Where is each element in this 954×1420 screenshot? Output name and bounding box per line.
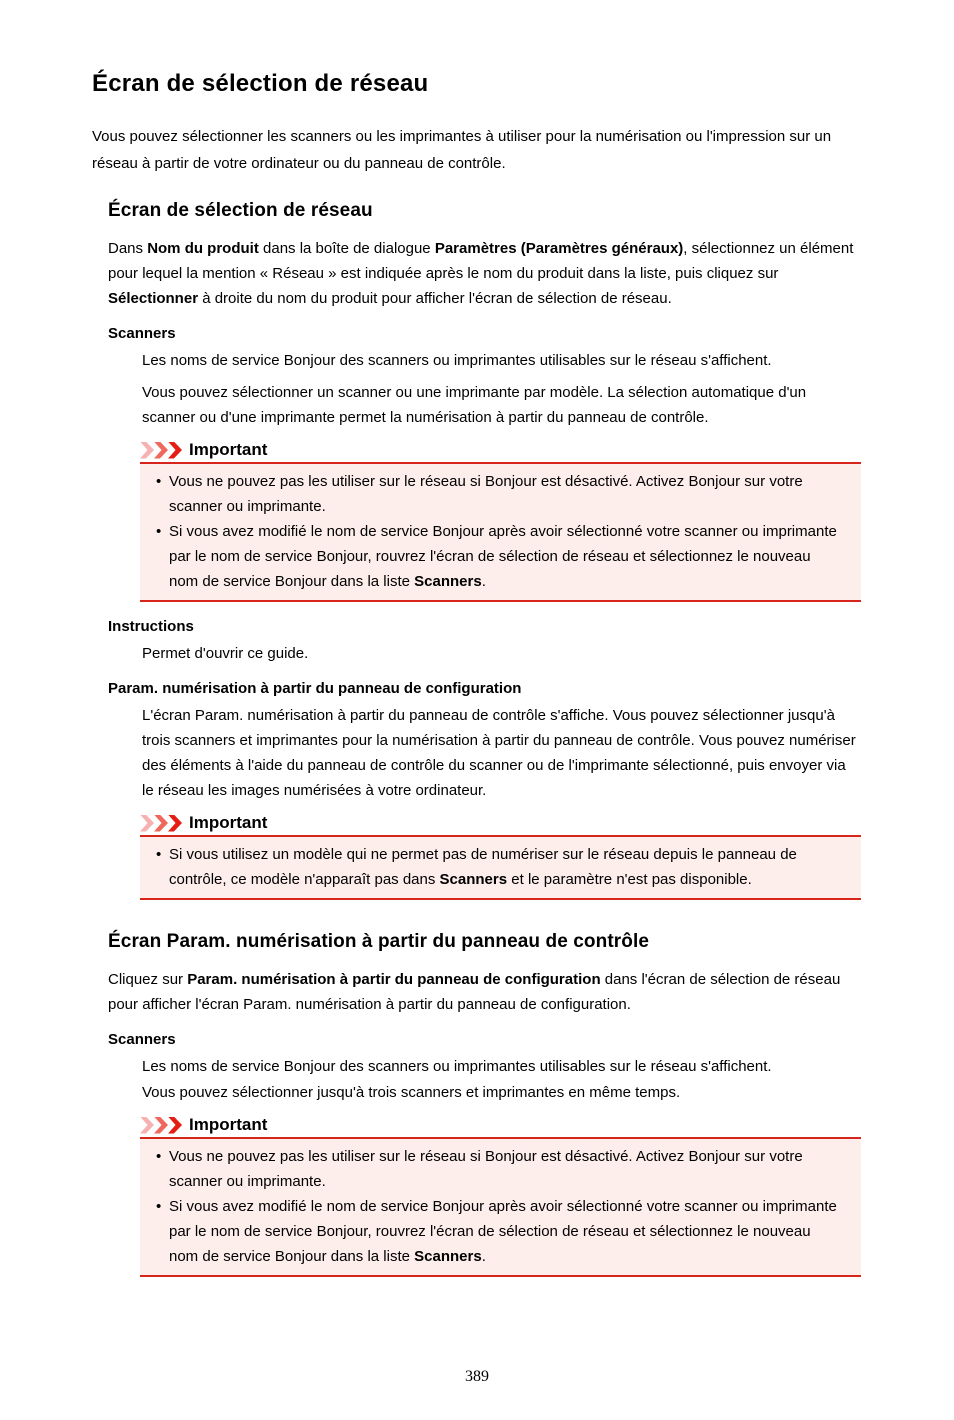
text-segment: Si vous utilisez un modèle qui ne permet pas de numériser sur le réseau depuis le panneau de contrôle, ce modèle n'apparaît pas dans — [169, 846, 797, 888]
chevron-right-icon — [168, 1117, 182, 1134]
note-bullet — [154, 1144, 842, 1194]
scanners-label: Scanners — [108, 325, 176, 342]
page-title: Écran de sélection de réseau — [92, 70, 429, 97]
text-segment: . — [481, 1248, 486, 1265]
scanners-label: Scanners — [108, 1031, 176, 1048]
select-button-bold: Sélectionner — [108, 290, 199, 307]
text-segment: Dans — [108, 240, 148, 257]
important-bullet-list — [154, 469, 847, 594]
scanners-description-2: Vous pouvez sélectionner jusqu'à trois scanners et imprimantes en même temps. — [142, 1084, 681, 1101]
important-header — [140, 811, 861, 835]
note-bullet — [154, 469, 842, 519]
important-chevrons-icon — [140, 1117, 182, 1134]
important-body — [140, 1137, 861, 1277]
text-segment: Si vous avez modifié le nom de service Bonjour après avoir sélectionné votre scanner ou imprimante par le nom de service Bonjour, rouvrez l'écran de sélection de réseau et sélectionnez le nouveau nom de service Bonjour dans la liste — [169, 1198, 837, 1265]
panel-scan-settings-bold: Param. numérisation à partir du panneau de configuration — [187, 971, 601, 988]
instructions-description: Permet d'ouvrir ce guide. — [142, 645, 309, 662]
text-segment: et le paramètre n'est pas disponible. — [507, 871, 752, 888]
instructions-label: Instructions — [108, 618, 194, 635]
section-panel-scan-settings — [108, 930, 862, 1277]
important-bullet-list — [154, 842, 847, 892]
note-bullet — [154, 842, 842, 892]
note-bullet — [154, 519, 842, 594]
chevron-right-icon — [140, 442, 154, 459]
section-heading-panel-scan: Écran Param. numérisation à partir du panneau de contrôle — [108, 931, 650, 952]
text-segment: dans l'écran de sélection de réseau pour afficher l'écran Param. numérisation à partir du panneau de configuration. — [108, 971, 841, 1013]
section-network-selection — [108, 199, 862, 900]
important-bullet-list — [154, 1144, 847, 1269]
panel-scan-settings-label: Param. numérisation à partir du panneau de configuration — [108, 680, 522, 697]
scanners-description-1: Les noms de service Bonjour des scanners ou imprimantes utilisables sur le réseau s'affichent. — [142, 1058, 772, 1075]
note-bullet — [154, 1194, 842, 1269]
text-segment: Cliquez sur — [108, 971, 188, 988]
important-header — [140, 438, 861, 462]
panel-scan-open-paragraph — [108, 967, 862, 1017]
chevron-right-icon — [154, 1117, 168, 1134]
scanners-description-2: Vous pouvez sélectionner un scanner ou une imprimante par modèle. La sélection automatique d'un scanner ou d'une imprimante permet la numérisation à partir du panneau de contrôle. — [142, 384, 807, 426]
scanners-list-bold: Scanners — [439, 871, 508, 888]
text-segment: à droite du nom du produit pour afficher l'écran de sélection de réseau. — [198, 290, 672, 307]
chevron-right-icon — [168, 815, 182, 832]
section-heading-network-selection: Écran de sélection de réseau — [108, 200, 373, 221]
important-title: Important — [189, 813, 268, 832]
text-segment: . — [481, 573, 486, 590]
important-note-1 — [140, 438, 861, 602]
important-title: Important — [189, 1115, 268, 1134]
important-chevrons-icon — [140, 815, 182, 832]
text-segment: Vous ne pouvez pas les utiliser sur le réseau si Bonjour est désactivé. Activez Bonjour sur votre scanner ou imprimante. — [169, 473, 803, 515]
panel-scan-settings-description: L'écran Param. numérisation à partir du panneau de contrôle s'affiche. Vous pouvez sélectionner jusqu'à trois scanners et imprimantes pour la numérisation à partir du panneau de contrôle. Vous pouvez numériser des éléments à l'aide du panneau de contrôle du scanner ou de l'imprimante sélectionné, puis envoyer via le réseau les images numérisées à votre ordinateur. — [142, 707, 856, 799]
text-segment: Si vous avez modifié le nom de service Bonjour après avoir sélectionné votre scanner ou imprimante par le nom de service Bonjour, rouvrez l'écran de sélection de réseau et sélectionnez le nouveau nom de service Bonjour dans la liste — [169, 523, 837, 590]
product-selection-paragraph — [108, 236, 862, 311]
intro-paragraph: Vous pouvez sélectionner les scanners ou les imprimantes à utiliser pour la numérisation ou l'impression sur un réseau à partir de votre ordinateur ou du panneau de contrôle. — [92, 128, 832, 172]
text-segment: Vous ne pouvez pas les utiliser sur le réseau si Bonjour est désactivé. Activez Bonjour sur votre scanner ou imprimante. — [169, 1148, 803, 1190]
chevron-right-icon — [154, 815, 168, 832]
important-chevrons-icon — [140, 442, 182, 459]
settings-dialog-bold: Paramètres (Paramètres généraux) — [434, 240, 684, 257]
scanners-list-bold: Scanners — [414, 573, 482, 590]
text-segment: dans la boîte de dialogue — [258, 240, 435, 257]
chevron-right-icon — [154, 442, 168, 459]
scanners-list-bold: Scanners — [414, 1248, 482, 1265]
important-note-2 — [140, 811, 861, 900]
important-note-3 — [140, 1113, 861, 1277]
important-title: Important — [189, 440, 268, 459]
chevron-right-icon — [168, 442, 182, 459]
page-number: 389 — [465, 1368, 489, 1385]
important-body — [140, 835, 861, 900]
scanners-description-1: Les noms de service Bonjour des scanners ou imprimantes utilisables sur le réseau s'affichent. — [142, 352, 772, 369]
chevron-right-icon — [140, 815, 154, 832]
important-body — [140, 462, 861, 602]
product-name-bold: Nom du produit — [147, 240, 259, 257]
text-segment: , sélectionnez un élément pour lequel la mention « Réseau » est indiquée après le nom du produit dans la liste, puis cliquez sur — [108, 240, 854, 282]
important-header — [140, 1113, 861, 1137]
manual-page — [0, 70, 954, 1420]
chevron-right-icon — [140, 1117, 154, 1134]
